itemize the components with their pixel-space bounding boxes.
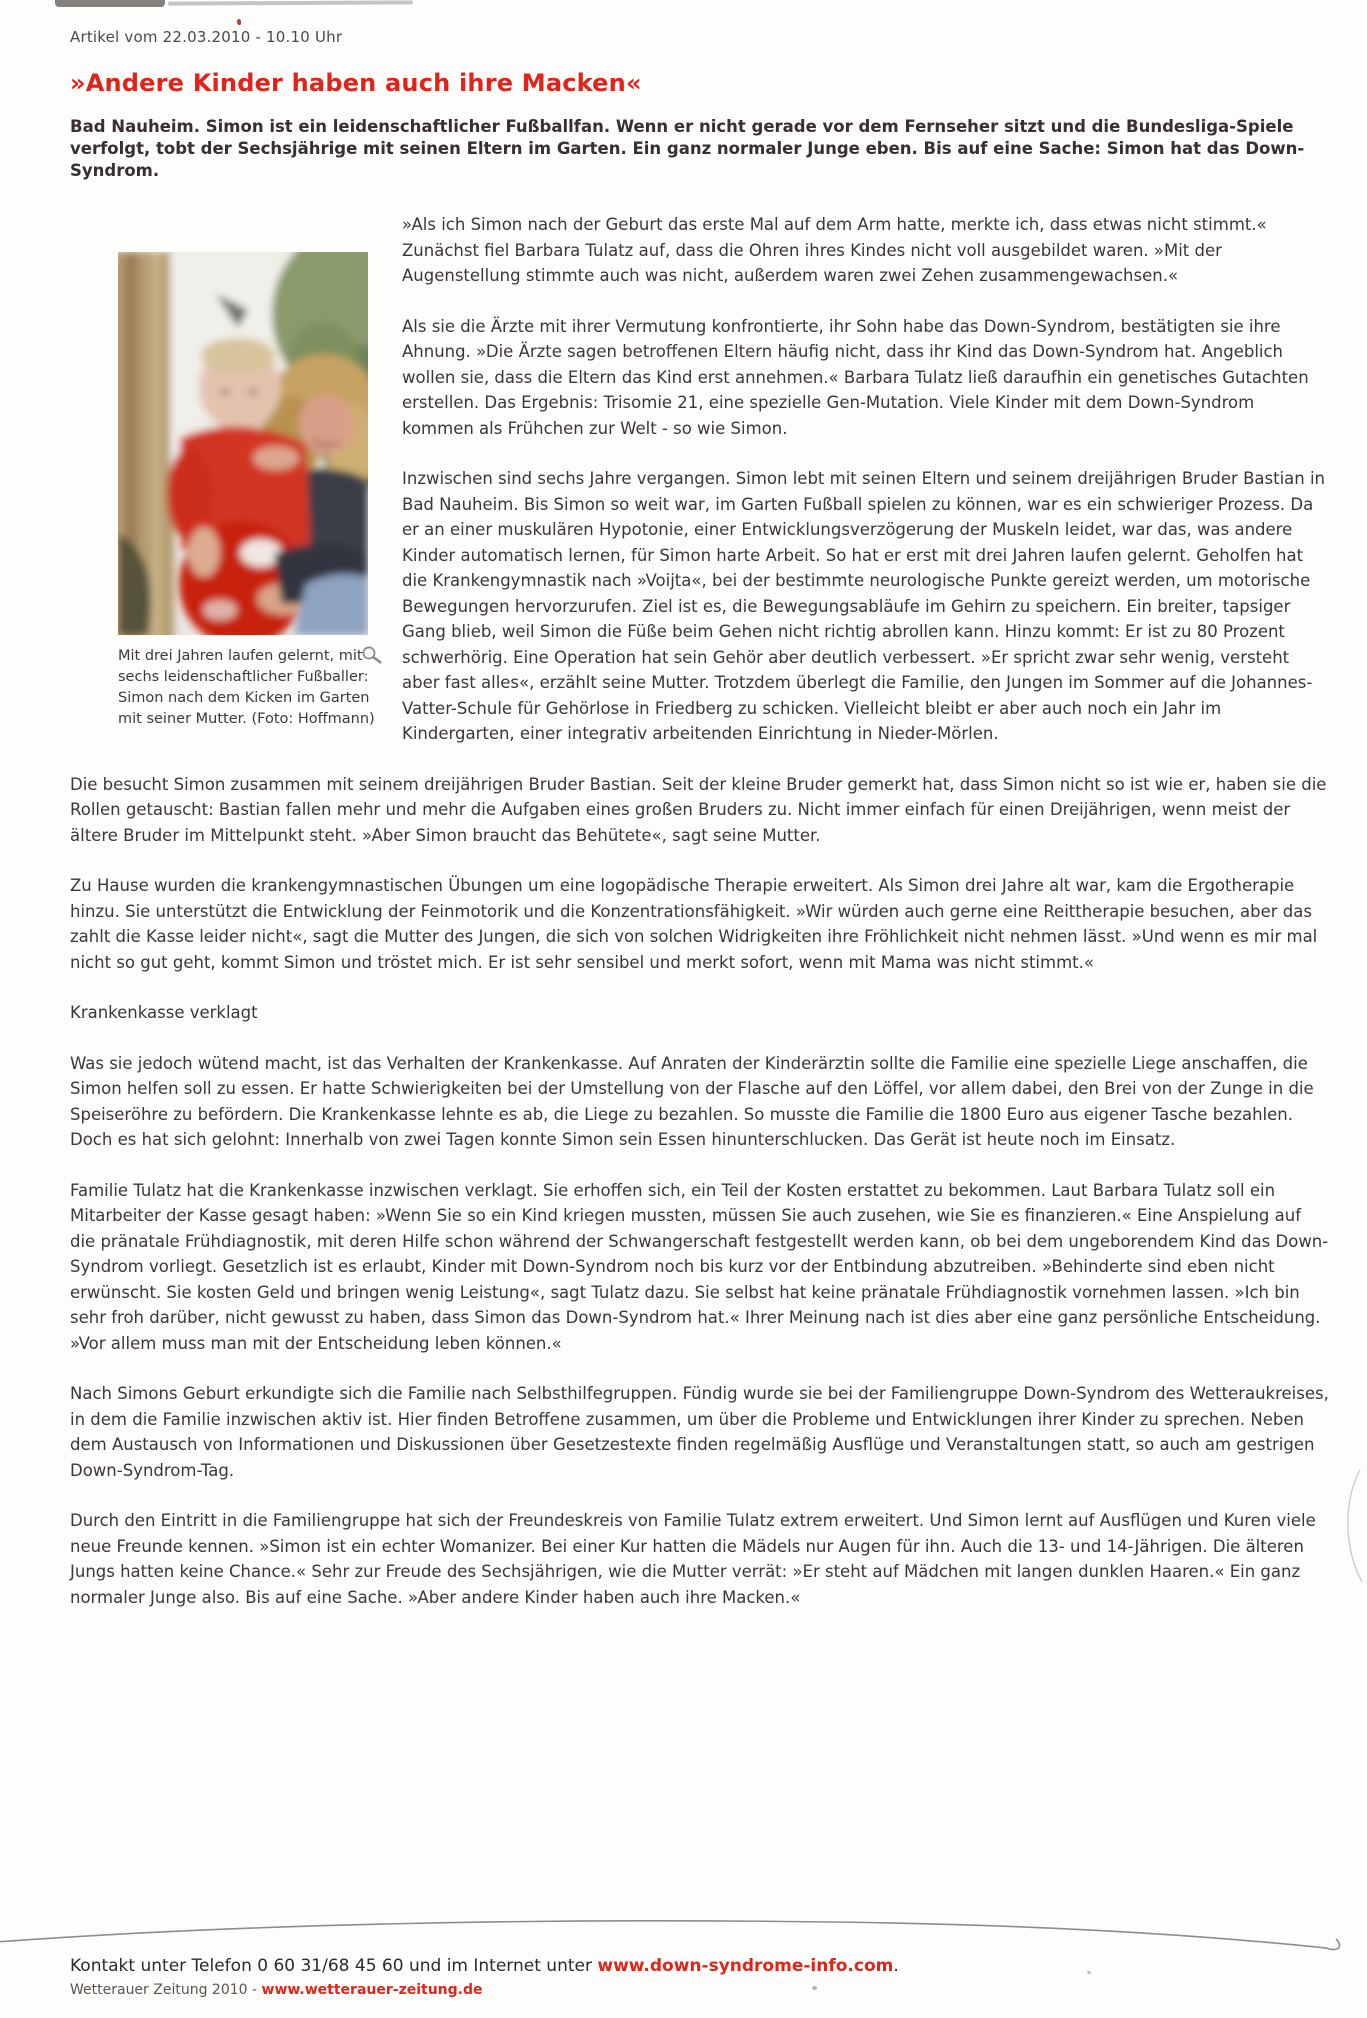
article-paragraph: Die besucht Simon zusammen mit seinem dreijährigen Bruder Bastian. Seit der kleine Bruder gemerkt hat, dass Simon nicht so ist wie er, haben sie die Rollen getauscht: Bastian fallen mehr und mehr die Aufgaben eines großen Bruders zu. Nicht immer einfach für einen Dreijährigen, wenn meist der ältere Bruder im Mittelpunkt steht. »Aber Simon braucht das Behütete«, sagt seine Mutter. bbox=[70, 774, 1327, 845]
article-paragraph: Durch den Eintritt in die Familiengruppe hat sich der Freundeskreis von Familie Tulatz extrem erweitert. Und Simon lernt auf Ausflügen und Kuren viele neue Freunde kennen. »Simon ist ein echter Womanizer. Bei einer Kur hatten die Mädels nur Augen für ihn. Auch die 13- und 14-Jährigen. Die älteren Jungs hatten keine Chance.« Sehr zur Freude des Sechsjährigen, wie die Mutter verrät: »Er steht auf Mädchen mit langen dunklen Haaren.« Ein ganz normaler Junge also. Bis auf eine Sache. »Aber andere Kinder haben auch ihre Macken.« bbox=[70, 1511, 1316, 1607]
article-footer bbox=[0, 1940, 1367, 1998]
photo-simon-and-mother bbox=[118, 252, 368, 635]
article-paragraph: Inzwischen sind sechs Jahre vergangen. Simon lebt mit seinen Eltern und seinem dreijährigen Bruder Bastian in Bad Nauheim. Bis Simon so weit war, im Garten Fußball spielen zu können, war es ein schwieriger Prozess. Da er an einer muskulären Hypotonie, einer Entwicklungsverzögerung der Muskeln leidet, war das, was andere Kinder automatisch lernen, für Simon harte Arbeit. So hat er erst mit drei Jahren laufen gelernt. Geholfen hat die Krankengymnastik nach »Voijta«, bei der bestimmte neurologische Punkte gereizt werden, um motorische Bewegungen hervorzurufen. Ziel ist es, die Bewegungsabläufe im Gehirn zu speichern. Ein breiter, tapsiger Gang blieb, weil Simon die Füße beim Gehen nicht richtig abrollen kann. Hinzu kommt: Er ist zu 80 Prozent schwerhörig. Eine Operation hat sein Gehör aber deutlich verbessert. »Er spricht zwar sehr wenig, versteht aber fast alles«, erzählt seine Mutter. Trotzdem überlegt die Familie, den Jungen im Sommer auf die Johannes-Vatter-Schule für Gehörlose in Friedberg zu schicken. Vielleicht bleibt er aber auch noch ein Jahr im Kindergarten, einer integrativ arbeitenden Einrichtung in Nieder-Mörlen. bbox=[402, 469, 1326, 743]
article-headline: »Andere Kinder haben auch ihre Macken« bbox=[70, 69, 642, 97]
footer-source-text: Wetterauer Zeitung 2010 - bbox=[70, 1982, 262, 1998]
footer-contact-period: . bbox=[893, 1956, 899, 1976]
article-paragraph: Nach Simons Geburt erkundigte sich die Familie nach Selbsthilfegruppen. Fündig wurde sie bei der Familiengruppe Down-Syndrom des Wetteraukreises, in dem die Familie inzwischen aktiv ist. Hier finden Betroffene zusammen, um über die Probleme und Entwicklungen ihrer Kinder zu sprechen. Neben dem Austausch von Informationen und Diskussionen über Gesetzestexte finden regelmäßig Ausflüge und Veranstaltungen statt, so auch am gestrigen Down-Syndrom-Tag. bbox=[70, 1384, 1329, 1480]
article-paragraph: Was sie jedoch wütend macht, ist das Verhalten der Krankenkasse. Auf Anraten der Kinderärztin sollte die Familie eine spezielle Liege anschaffen, die Simon helfen soll zu essen. Er hatte Schwierigkeiten bei der Umstellung von der Flasche auf den Löffel, vor allem dabei, den Brei von der Zunge in die Speiseröhre zu befördern. Die Krankenkasse lehnte es ab, die Liege zu bezahlen. So musste die Familie die 1800 Euro aus eigener Tasche bezahlen. Doch es hat sich gelohnt: Innerhalb von zwei Tagen konnte Simon sein Essen hinunterschlucken. Das Gerät ist heute noch im Einsatz. bbox=[70, 1053, 1314, 1149]
magnifier-icon[interactable] bbox=[361, 645, 383, 665]
article-lead: Bad Nauheim. Simon ist ein leidenschaftlicher Fußballfan. Wenn er nicht gerade vor dem Fernseher sitzt und die Bundesliga-Spiele verfolgt, tobt der Sechsjährige mit seinen Eltern im Garten. Ein ganz normaler Junge eben. Bis auf eine Sache: Simon hat das Down-Syndrom. bbox=[70, 117, 1305, 180]
footer-contact-text: Kontakt unter Telefon 0 60 31/68 45 60 und im Internet unter bbox=[70, 1956, 598, 1976]
photo-caption: Mit drei Jahren laufen gelernt, mit sechs leidenschaftlicher Fußballer: Simon nach dem Kicken im Garten mit seiner Mutter. (Foto: Hoffmann) bbox=[118, 648, 375, 727]
article-paragraph: Als sie die Ärzte mit ihrer Vermutung konfrontierte, ihr Sohn habe das Down-Syndrom, bestätigten sie ihre Ahnung. »Die Ärzte sagen betroffenen Eltern häufig nicht, dass ihr Kind das Down-Syndrom hat. Angeblich wollen sie, dass die Eltern das Kind erst annehmen.« Barbara Tulatz ließ daraufhin ein genetisches Gutachten erstellen. Das Ergebnis: Trisomie 21, eine spezielle Gen-Mutation. Viele Kinder mit dem Down-Syndrom kommen als Frühchen zur Welt - so wie Simon. bbox=[402, 316, 1309, 438]
section-subheading: Krankenkasse verklagt bbox=[70, 1003, 258, 1022]
article-photo-figure bbox=[118, 252, 375, 730]
article-body bbox=[70, 212, 1330, 1610]
article-date-line: Artikel vom 22.03.2010 - 10.10 Uhr bbox=[70, 28, 343, 46]
article-paragraph: Familie Tulatz hat die Krankenkasse inzwischen verklagt. Sie erhoffen sich, ein Teil der Kosten erstattet zu bekommen. Laut Barbara Tulatz soll ein Mitarbeiter der Kasse gesagt haben: »Wenn Sie so ein Kind kriegen mussten, müssen Sie auch zusehen, wie Sie es finanzieren.« Eine Anspielung auf die pränatale Frühdiagnostik, mit deren Hilfe schon während der Schwangerschaft festgestellt werden kann, ob bei dem ungeborendem Kind das Down-Syndrom vorliegt. Gesetzlich ist es erlaubt, Kinder mit Down-Syndrom noch bis kurz vor der Entbindung abzutreiben. »Behinderte sind eben nicht erwünscht. Sie kosten Geld und bringen wenig Leistung«, sagt Tulatz dazu. Sie selbst hat keine pränatale Frühdiagnostik vornehmen lassen. »Ich bin sehr froh darüber, nicht gewusst zu haben, dass Simon das Down-Syndrom hat.« Ihrer Meinung nach ist dies aber eine ganz persönliche Entscheidung. »Vor allem muss man mit der Entscheidung leben können.« bbox=[70, 1180, 1329, 1353]
wetterauer-zeitung-link[interactable]: www.wetterauer-zeitung.de bbox=[261, 1982, 483, 1998]
article-paragraph: »Als ich Simon nach der Geburt das erste Mal auf dem Arm hatte, merkte ich, dass etwas nicht stimmt.« Zunächst fiel Barbara Tulatz auf, dass die Ohren ihres Kindes nicht voll ausgebildet waren. »Mit der Augenstellung stimmte auch was nicht, außerdem waren zwei Zehen zusammengewachsen.« bbox=[402, 215, 1267, 285]
footer-source-line bbox=[70, 1982, 1330, 1998]
article-paragraph: Zu Hause wurden die krankengymnastischen Übungen um eine logopädische Therapie erweitert. Als Simon drei Jahre alt war, kam die Ergotherapie hinzu. Sie unterstützt die Entwicklung der Feinmotorik und die Konzentrationsfähigkeit. »Wir würden auch gerne eine Reittherapie besuchen, aber das zahlt die Kasse leider nicht«, sagt die Mutter des Jungen, die sich von solchen Widrigkeiten ihre Fröhlichkeit nicht nehmen lässt. »Und wenn es mir mal nicht so gut geht, kommt Simon und tröstet mich. Er ist sehr sensibel und merkt sofort, wenn mit Mama was nicht stimmt.« bbox=[70, 876, 1318, 972]
footer-contact-line bbox=[70, 1956, 1330, 1976]
down-syndrome-info-link[interactable]: www.down-syndrome-info.com bbox=[597, 1956, 894, 1976]
